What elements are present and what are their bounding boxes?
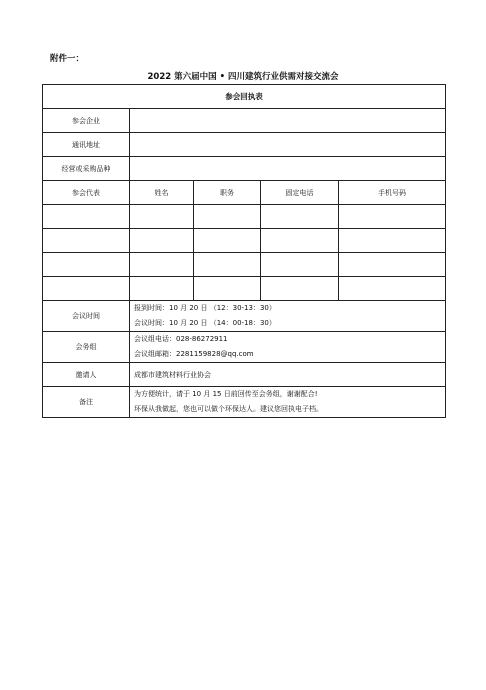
attachment-label: 附件一： <box>50 54 85 64</box>
rep-cell[interactable] <box>194 277 261 301</box>
table-row <box>43 253 446 277</box>
rep-cell[interactable] <box>194 253 261 277</box>
landline-header: 固定电话 <box>261 181 339 205</box>
rep-cell[interactable] <box>43 205 130 229</box>
affairs-email: 会议组邮箱：2281159828@qq.com <box>134 350 254 358</box>
checkin-time: 报到时间：10 月 20 日 （12：30-13：30） <box>134 304 276 312</box>
reps-header-cell: 参会代表 <box>43 181 130 205</box>
rep-cell[interactable] <box>339 205 446 229</box>
table-row <box>43 229 446 253</box>
mobile-header: 手机号码 <box>339 181 446 205</box>
company-input[interactable] <box>130 109 446 133</box>
address-input[interactable] <box>130 133 446 157</box>
notes-label: 备注 <box>43 387 130 418</box>
rep-cell[interactable] <box>339 277 446 301</box>
rep-cell[interactable] <box>130 229 194 253</box>
rep-cell[interactable] <box>43 253 130 277</box>
form-title: 参会回执表 <box>43 85 446 109</box>
rep-cell[interactable] <box>130 277 194 301</box>
rep-cell[interactable] <box>194 229 261 253</box>
meeting-time: 会议时间：10 月 20 日 （14：00-18：30） <box>134 319 276 327</box>
rep-cell[interactable] <box>339 253 446 277</box>
products-input[interactable] <box>130 157 446 181</box>
inviter-label: 邀请人 <box>43 363 130 387</box>
rep-cell[interactable] <box>261 253 339 277</box>
address-label: 通讯地址 <box>43 133 130 157</box>
rep-cell[interactable] <box>261 277 339 301</box>
name-header: 姓名 <box>130 181 194 205</box>
inviter-value: 成都市建筑材料行业协会 <box>130 363 446 387</box>
table-row <box>43 205 446 229</box>
table-row <box>43 277 446 301</box>
rep-cell[interactable] <box>43 229 130 253</box>
rep-cell[interactable] <box>194 205 261 229</box>
time-label: 会议时间 <box>43 301 130 332</box>
products-label: 经营或采购品种 <box>43 157 130 181</box>
rep-cell[interactable] <box>130 205 194 229</box>
rep-cell[interactable] <box>43 277 130 301</box>
rep-cell[interactable] <box>339 229 446 253</box>
rep-cell[interactable] <box>261 205 339 229</box>
notes-value <box>130 387 446 418</box>
notes-line-deadline: 为方便统计，请于 10 月 15 日前回传至会务组，谢谢配合! <box>134 390 318 398</box>
rep-cell[interactable] <box>261 229 339 253</box>
rep-cell[interactable] <box>130 253 194 277</box>
time-value <box>130 301 446 332</box>
affairs-value <box>130 332 446 363</box>
document-title: 2022 第六届中国 • 四川建筑行业供需对接交流会 <box>147 72 339 82</box>
position-header: 职务 <box>194 181 261 205</box>
affairs-label: 会务组 <box>43 332 130 363</box>
affairs-phone: 会议组电话：028-86272911 <box>134 335 228 343</box>
company-label: 参会企业 <box>43 109 130 133</box>
notes-line-eco: 环保从我做起，您也可以做个环保达人。建议您回执电子档。 <box>134 405 323 413</box>
registration-form-table <box>42 84 446 418</box>
